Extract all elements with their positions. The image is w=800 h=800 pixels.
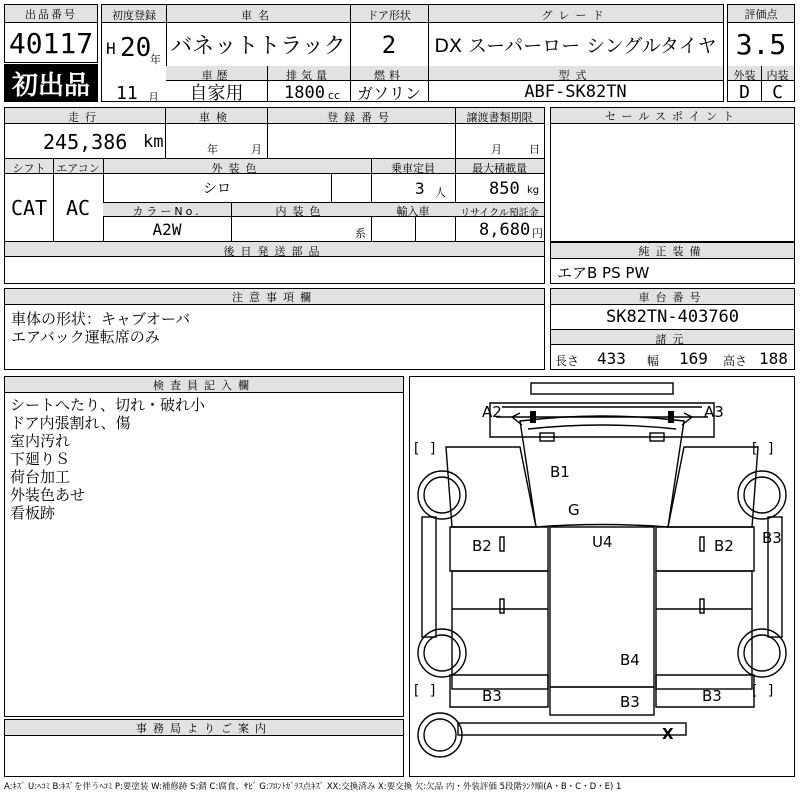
color-number: A2W [152,219,182,239]
door-count: 2 [381,30,397,59]
equipment-box [550,242,795,284]
inspector-notes [10,396,205,522]
damage-mark-b4: B4 [620,651,640,669]
transfer-deadline-label: 譲渡書類期限 [466,111,533,124]
transfer-month-unit: 月 [491,143,502,156]
inspector-notes-label: 検査員記入欄 [5,377,403,393]
interior-color-label: 内装色 [275,205,327,218]
shift-type: CAT [10,195,48,220]
import-label: 輸入車 [396,205,430,218]
interior-color-unit: 系 [355,227,366,240]
height-label: 高さ [723,354,748,368]
fuel-type: ガソリン [356,83,421,103]
inspector-note: 室内汚れ [10,432,71,450]
aircon-label: エアコン [56,162,100,175]
damage-mark-b3-rear-right: B3 [702,687,722,705]
height-value: 188 [759,349,788,368]
inspection-label: 車検 [199,111,233,124]
score-label: 評価点 [728,5,794,23]
damage-code-legend: A:ｷｽﾞ U:ﾍｺﾐ B:ｷｽﾞを伴うﾍｺﾐ P:要塗装 W:補修跡 S:錆 C:腐食、ｻﾋﾞ G:ﾌﾛﾝﾄｶﾞﾗｽ点ｷｽﾞ XX:交換済み X:要交換 欠:欠品 内・外装評価 5段階ﾗﾝｸ順(A・B・C・D・E) 1 [4,782,622,792]
length-value: 433 [597,349,626,368]
max-load: 850 [489,179,520,199]
max-load-unit: kg [527,185,540,196]
dimensions-label: 諸元 [655,333,690,346]
office-notice-label: 事務局よりご案内 [5,720,403,736]
inspector-note: 荷台加工 [10,468,71,486]
history-label: 車歴 [201,69,232,82]
damage-mark-u4: U4 [592,533,613,551]
mileage: 245,386 [43,130,128,154]
sales-points-label: セールスポイント [551,108,794,124]
first-reg-era: H [106,39,116,58]
inspector-note: 外装色あせ [10,486,86,504]
mileage-unit: km [143,132,164,152]
interior-grade: C [772,81,783,103]
damage-mark-a3: A3 [704,403,724,421]
lot-number-label: 出品番号 [5,5,97,23]
chassis-label: 車台番号 [551,289,794,305]
width-label: 幅 [647,354,660,368]
recycle-fee: 8,680 [479,220,531,240]
recycle-fee-label: リサイクル預託金 [460,208,539,219]
year-unit: 年 [150,53,161,66]
exterior-color-label: 外装色 [211,162,263,175]
capacity-unit: 人 [435,186,446,199]
grade-label: グレード [541,9,610,22]
caution-box [4,288,545,370]
fuel-label: 燃料 [374,69,404,82]
bracket-mark: [ ] [412,441,438,457]
model-code: ABF-SK82TN [524,82,627,102]
vehicle-diagram [409,376,795,777]
interior-label: 内装 [766,69,789,82]
inspection-month-unit: 月 [251,143,262,156]
office-notice-box [4,719,404,777]
caution-line: 車体の形状：キャブオーバ [11,310,191,328]
displacement-label: 排気量 [286,69,331,82]
first-reg-month: 11 [116,83,138,104]
caution-label: 注意事項欄 [5,289,544,305]
color-number-label: カラーNo. [132,205,202,218]
damage-mark-b3-side: B3 [762,529,782,547]
chassis-box [550,288,795,370]
capacity: 3 [415,179,425,198]
first-registration-label: 初度登録 [112,9,156,22]
exterior-label: 外装 [733,69,756,82]
max-load-label: 最大積載量 [472,162,527,175]
mileage-label: 走行 [68,111,102,124]
month-unit: 月 [148,91,159,104]
damage-mark-b1: B1 [550,463,570,481]
inspector-note: シートへたり、切れ・破れ小 [10,396,206,414]
bracket-mark: [ ] [750,683,776,699]
lot-number-box [4,4,98,63]
length-label: 長さ [555,354,580,368]
exterior-grade: D [739,81,750,103]
displacement-unit: cc [328,89,341,102]
vehicle-history: 自家用 [189,83,244,104]
details-grid [4,107,545,284]
aircon: AC [65,195,91,220]
width-value: 169 [679,349,708,368]
capacity-label: 乗車定員 [391,162,435,175]
damage-mark-b2-left: B2 [472,537,492,555]
score-value: 3.5 [735,28,787,61]
exterior-color: シロ [203,181,231,197]
model-code-label: 型式 [558,69,593,82]
chassis-number: SK82TN-403760 [605,307,740,327]
door-label: ドア形状 [367,9,411,22]
inspector-note: 下廻りＳ [10,450,71,468]
damage-mark-g: G [568,501,580,519]
sales-points-box [550,107,795,242]
lot-number: 40117 [8,26,94,60]
score-box [727,4,795,102]
inspector-notes-box [4,376,404,717]
car-name: バネットトラック [170,34,346,59]
shift-label: シフト [12,162,46,175]
bracket-mark: [ ] [412,683,438,699]
later-parts-label: 後日発送部品 [223,245,326,258]
grade: DX スーパーロー シングルタイヤ [434,35,717,57]
damage-mark-b2-right: B2 [714,537,734,555]
caution-line: エアバック運転席のみ [11,328,160,346]
inspector-note: 看板跡 [10,504,56,522]
equipment-list: エアB PS PW [557,264,650,282]
damage-mark-x: X [662,725,674,743]
inspector-note: ドア内張割れ、傷 [10,414,131,432]
registration-number-label: 登録番号 [327,111,395,124]
vehicle-outline [410,377,794,776]
damage-mark-b3-rear-left: B3 [482,687,502,705]
transfer-day-unit: 日 [529,143,540,156]
first-listing-badge: 初出品 [4,64,98,102]
damage-mark-a2: A2 [482,403,502,421]
damage-mark-b3-rear-center: B3 [620,693,640,711]
inspection-year-unit: 年 [207,143,218,156]
car-name-label: 車名 [241,9,275,22]
vehicle-header-grid [101,4,724,102]
recycle-fee-unit: 円 [532,227,543,240]
displacement: 1800 [284,83,325,103]
bracket-mark: [ ] [750,441,776,457]
caution-lines [11,310,190,346]
equipment-label: 純正装備 [551,243,794,259]
first-reg-year: 20 [120,33,152,63]
